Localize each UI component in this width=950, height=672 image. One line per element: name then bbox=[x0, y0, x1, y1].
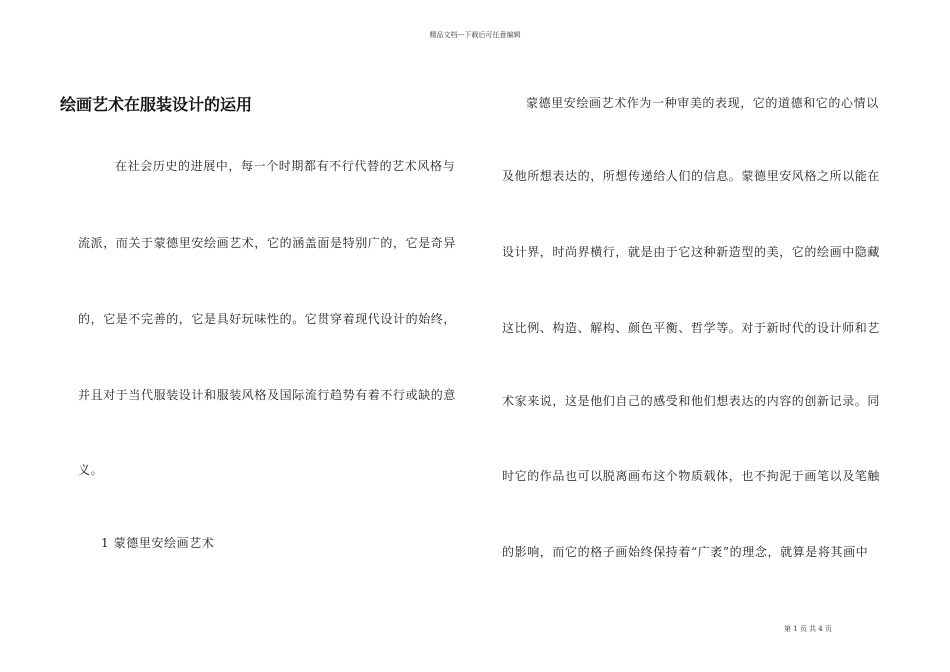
right-paragraph-line: 蒙德里安绘画艺术作为一种审美的表现，它的道德和它的心情以 bbox=[526, 96, 879, 110]
right-paragraph-line: 及他所想表达的，所想传递给人们的信息。蒙德里安风格之所以能在 bbox=[502, 169, 881, 183]
right-paragraph-line: 这比例、构造、解构、颜色平衡、哲学等。对于新时代的设计师和艺 bbox=[502, 321, 881, 335]
right-paragraph-line: 的影响，而它的格子画始终保持着“广袤”的理念，就算是将其画中 bbox=[502, 545, 869, 559]
document-title: 绘画艺术在服装设计的运用 bbox=[60, 95, 253, 114]
page-header: 精品文档---下载后可任意编辑 bbox=[429, 31, 521, 39]
page-number: 第 1 页 共 4 页 bbox=[783, 625, 832, 633]
section-heading: 1 蒙德里安绘画艺术 bbox=[101, 536, 215, 550]
left-paragraph-line: 的，它是不完善的，它是具好玩味性的。它贯穿着现代设计的始终， bbox=[78, 312, 457, 326]
left-paragraph-line: 在社会历史的进展中，每一个时期都有不行代替的艺术风格与 bbox=[115, 159, 456, 173]
right-paragraph-line: 时它的作品也可以脱离画布这个物质载体，也不拘泥于画笔以及笔触 bbox=[502, 469, 881, 483]
left-paragraph-line: 并且对于当代服装设计和服装风格及国际流行趋势有着不行或缺的意 bbox=[78, 388, 457, 402]
left-paragraph-line: 流派，而关于蒙德里安绘画艺术，它的涵盖面是特别广的，它是奇异 bbox=[78, 236, 457, 250]
right-paragraph-line: 术家来说，这是他们自己的感受和他们想表达的内容的创新记录。同 bbox=[502, 394, 881, 408]
left-paragraph-line: 义。 bbox=[78, 463, 104, 477]
right-paragraph-line: 设计界，时尚界横行，就是由于它这种新造型的美，它的绘画中隐藏 bbox=[502, 245, 881, 259]
